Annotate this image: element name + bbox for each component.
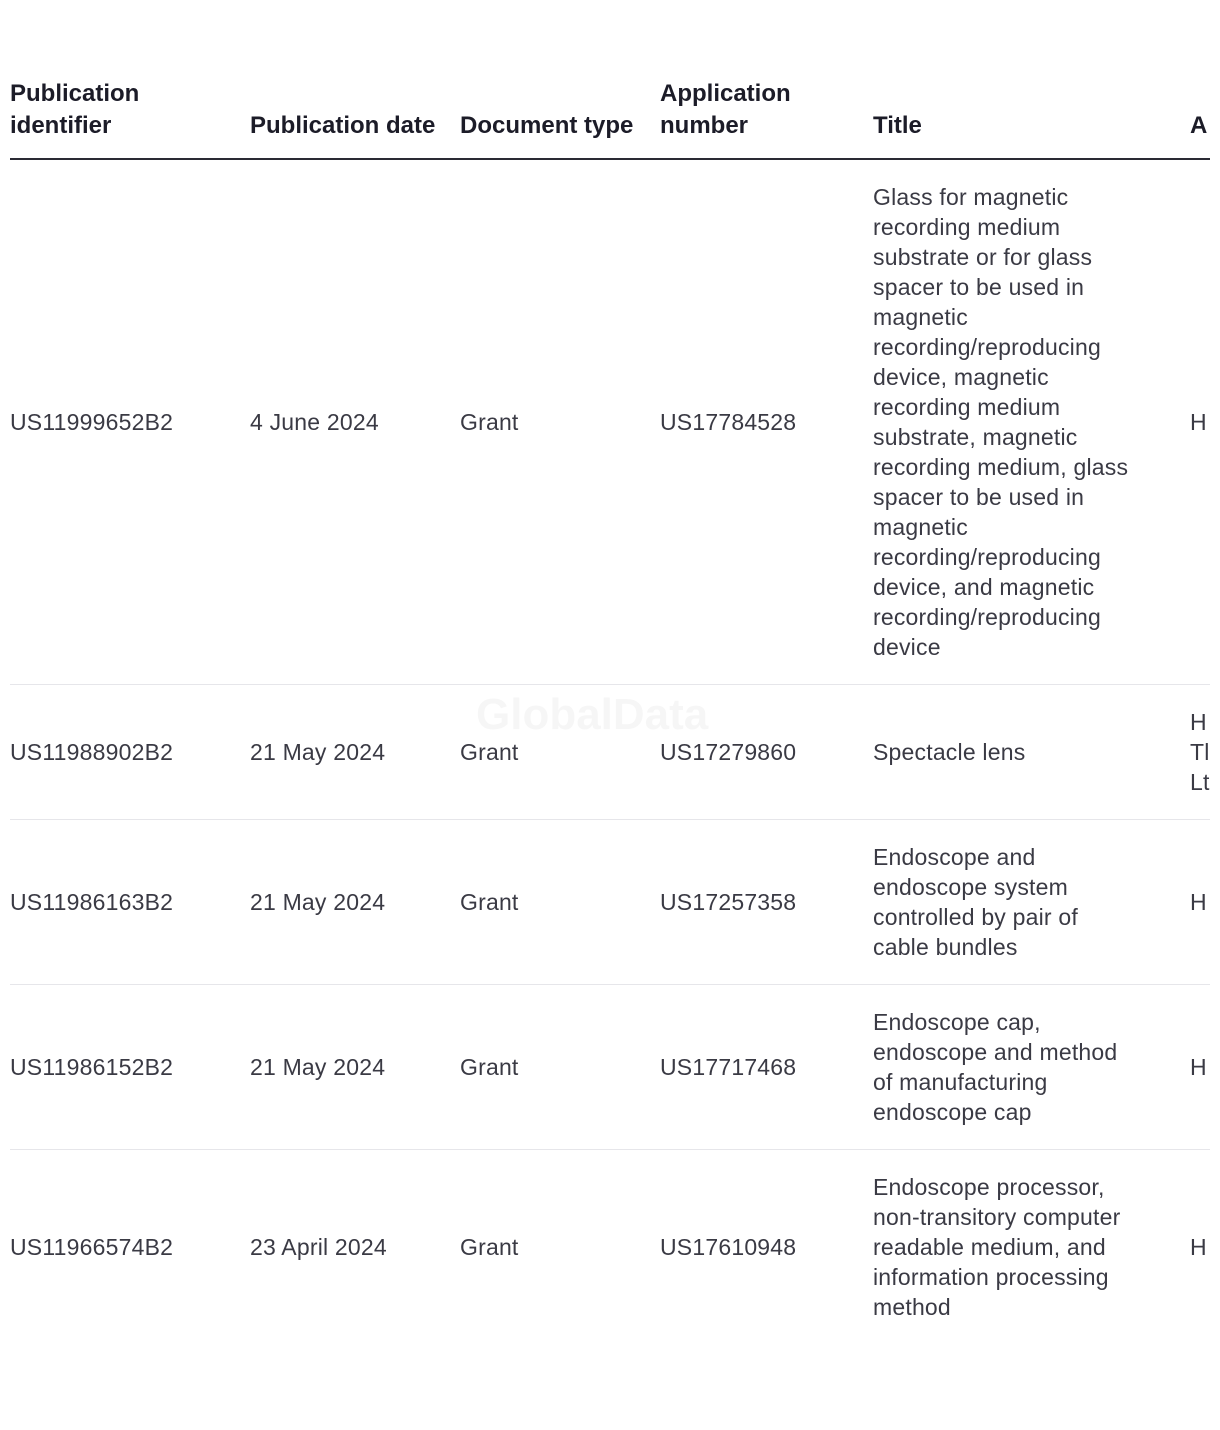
- cell-application-number: US17279860: [660, 685, 873, 820]
- cell-document-type: Grant: [460, 685, 660, 820]
- cell-publication-date: 21 May 2024: [250, 820, 460, 985]
- cell-assignee-partial: H: [1190, 1234, 1207, 1260]
- cell-document-type: Grant: [460, 820, 660, 985]
- cell-document-type: Grant: [460, 1234, 519, 1260]
- cell-publication-identifier: US11986152B2: [10, 985, 250, 1150]
- cell-publication-identifier: US11988902B2: [10, 685, 250, 820]
- cell-title: Endoscope processor, non-transitory computer readable medium, and information processing method: [873, 1174, 1121, 1320]
- table-row: [10, 685, 1210, 820]
- table-body: [10, 159, 1210, 1344]
- header-assignee-partial: A: [1190, 78, 1210, 159]
- cell-publication-identifier: US11966574B2: [10, 1234, 174, 1260]
- table-header: [10, 78, 1210, 159]
- cell-publication-identifier: US11986163B2: [10, 820, 250, 985]
- table-row: [10, 159, 1210, 685]
- cell-assignee-partial: H: [1190, 159, 1210, 685]
- cell-publication-date: 4 June 2024: [250, 159, 460, 685]
- cell-publication-date: 21 May 2024: [250, 985, 460, 1150]
- cell-assignee-partial: H Tl Lt: [1190, 685, 1210, 820]
- cell-document-type: Grant: [460, 985, 660, 1150]
- cell-publication-identifier: US11999652B2: [10, 159, 250, 685]
- cell-publication-date: 23 April 2024: [250, 1234, 387, 1260]
- table-row: [10, 820, 1210, 985]
- header-row: [10, 78, 1210, 159]
- patent-table: [10, 78, 1210, 1344]
- cell-application-number: US17610948: [660, 1234, 797, 1260]
- cell-title: Endoscope cap, endoscope and method of manufacturing endoscope cap: [873, 985, 1190, 1150]
- header-publication-date: Publication date: [250, 78, 460, 159]
- cell-publication-date: 21 May 2024: [250, 685, 460, 820]
- cell-document-type: Grant: [460, 159, 660, 685]
- cell-assignee-partial: H: [1190, 985, 1210, 1150]
- table-row: [10, 1150, 1210, 1345]
- cell-title: Endoscope and endoscope system controlled by pair of cable bundles: [873, 820, 1190, 985]
- header-application-number: Application number: [660, 78, 873, 159]
- cell-application-number: US17717468: [660, 985, 873, 1150]
- table-row: [10, 985, 1210, 1150]
- cell-application-number: US17784528: [660, 159, 873, 685]
- header-document-type: Document type: [460, 78, 660, 159]
- cell-assignee-partial: H: [1190, 820, 1210, 985]
- header-title: Title: [873, 78, 1190, 159]
- cell-title: Glass for magnetic recording medium substrate or for glass spacer to be used in magnetic recording/reproducing device, magnetic recording medium substrate, magnetic recording medium, glass spacer to be used in magnetic recording/reproducing device, and magnetic recording/reproducing device: [873, 159, 1190, 685]
- cell-title: Spectacle lens: [873, 685, 1190, 820]
- patent-table-container: [10, 0, 1210, 1430]
- header-publication-identifier: Publication identifier: [10, 78, 250, 159]
- cell-application-number: US17257358: [660, 820, 873, 985]
